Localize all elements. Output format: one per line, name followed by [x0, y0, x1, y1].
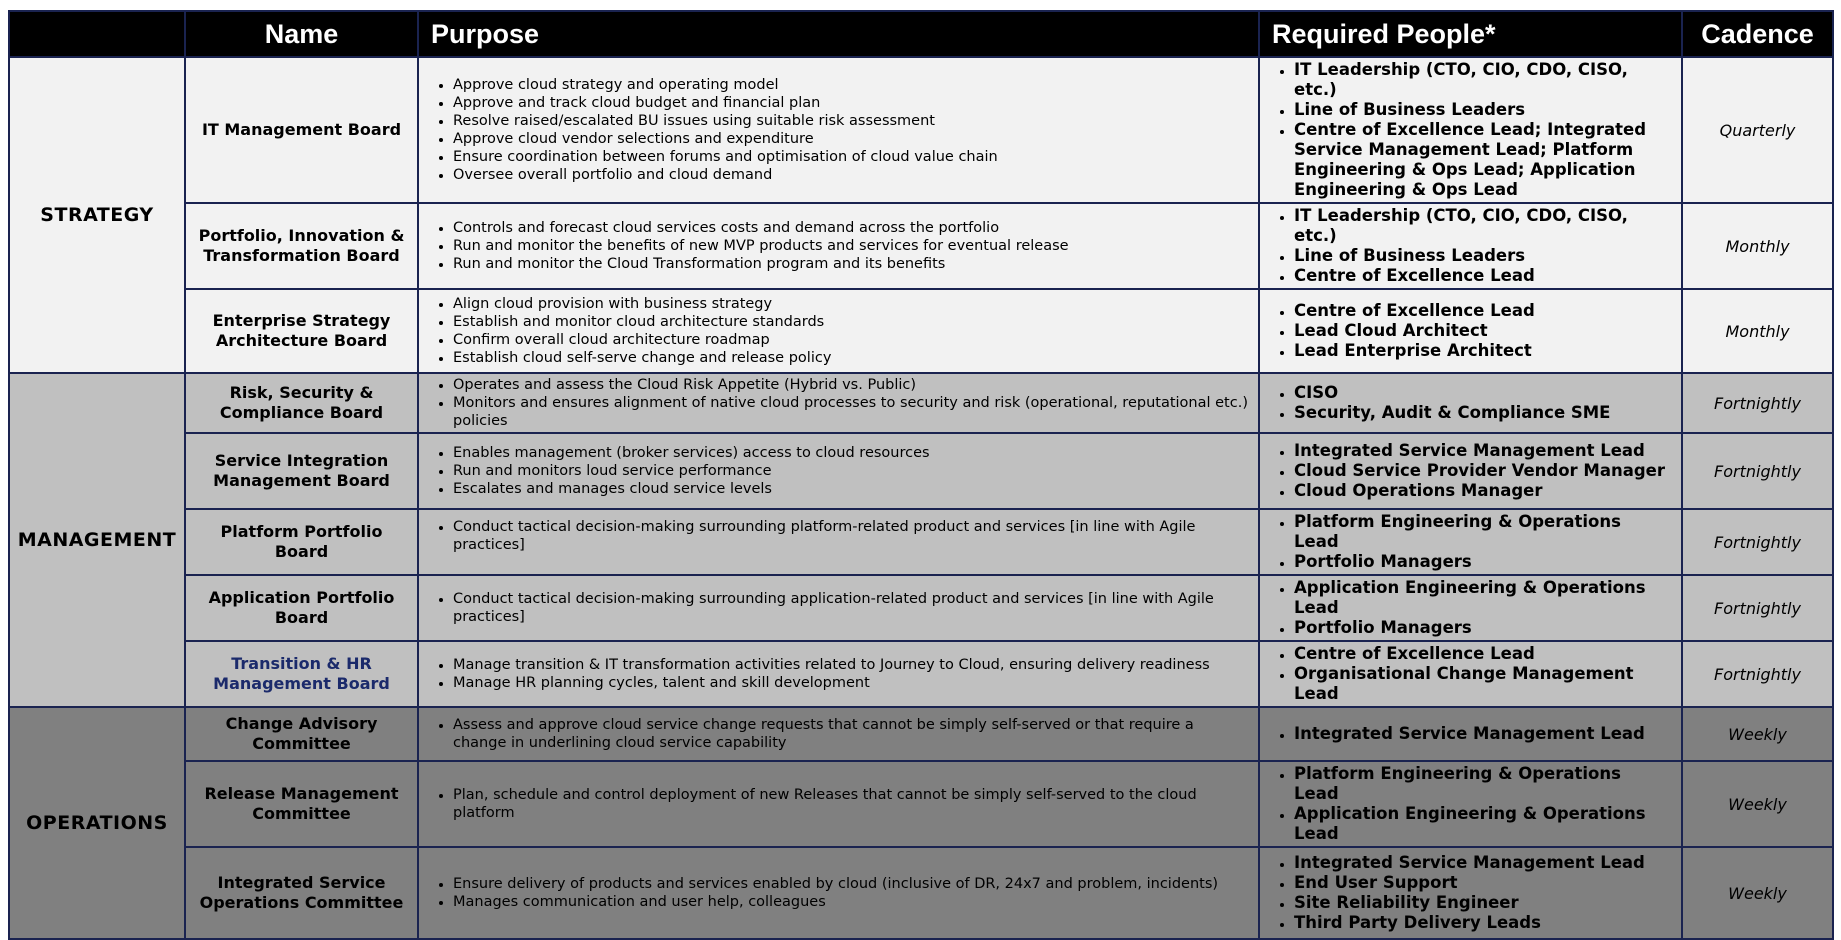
people-item: • Site Reliability Engineer [1294, 893, 1671, 913]
purpose-cell [418, 847, 1259, 939]
table-row [9, 575, 1833, 641]
purpose-item: • Establish cloud self-serve change and release policy [453, 349, 1248, 367]
cadence-cell: Fortnightly [1682, 641, 1833, 707]
header-purpose: Purpose [418, 11, 1259, 57]
people-list [1270, 383, 1671, 423]
purpose-cell [418, 509, 1259, 575]
cadence-cell: Weekly [1682, 847, 1833, 939]
purpose-item: • Approve and track cloud budget and financial plan [453, 94, 1248, 112]
people-item: • Cloud Operations Manager [1294, 481, 1671, 501]
people-cell [1259, 641, 1682, 707]
people-item: • Cloud Service Provider Vendor Manager [1294, 461, 1671, 481]
purpose-item: • Approve cloud strategy and operating model [453, 76, 1248, 94]
table-row [9, 847, 1833, 939]
board-name: Platform Portfolio Board [185, 509, 418, 575]
people-item: • Application Engineering & Operations Lead [1294, 804, 1671, 844]
people-item: • Centre of Excellence Lead; Integrated Service Management Lead; Platform Engineering & Ops Lead; Application Engineering & Ops Lead [1294, 120, 1671, 200]
purpose-cell [418, 289, 1259, 373]
people-cell [1259, 707, 1682, 761]
purpose-item: • Run and monitor the Cloud Transformation program and its benefits [453, 255, 1248, 273]
people-cell [1259, 433, 1682, 509]
cadence-cell: Fortnightly [1682, 509, 1833, 575]
board-name: Application Portfolio Board [185, 575, 418, 641]
purpose-item: • Run and monitor the benefits of new MVP products and services for eventual release [453, 237, 1248, 255]
header-name: Name [185, 11, 418, 57]
purpose-item: • Ensure delivery of products and services enabled by cloud (inclusive of DR, 24x7 and problem, incidents) [453, 875, 1248, 893]
people-list [1270, 578, 1671, 638]
purpose-list [429, 76, 1248, 184]
purpose-item: • Align cloud provision with business strategy [453, 295, 1248, 313]
purpose-cell [418, 203, 1259, 289]
cadence-cell: Monthly [1682, 203, 1833, 289]
people-list [1270, 644, 1671, 704]
purpose-item: • Confirm overall cloud architecture roadmap [453, 331, 1248, 349]
people-cell [1259, 761, 1682, 847]
people-item: • Centre of Excellence Lead [1294, 266, 1671, 286]
purpose-item: • Escalates and manages cloud service levels [453, 480, 1248, 498]
people-cell [1259, 57, 1682, 203]
cadence-cell: Fortnightly [1682, 433, 1833, 509]
purpose-list [429, 716, 1248, 752]
table-row [9, 641, 1833, 707]
purpose-list [429, 219, 1248, 273]
people-cell [1259, 575, 1682, 641]
cadence-cell: Weekly [1682, 761, 1833, 847]
group-label-operations: OPERATIONS [9, 707, 185, 939]
people-item: • Line of Business Leaders [1294, 100, 1671, 120]
table-row [9, 203, 1833, 289]
purpose-list [429, 786, 1248, 822]
people-item: • CISO [1294, 383, 1671, 403]
board-name: Integrated Service Operations Committee [185, 847, 418, 939]
people-item: • Platform Engineering & Operations Lead [1294, 764, 1671, 804]
board-name: Risk, Security & Compliance Board [185, 373, 418, 433]
header-required-people: Required People* [1259, 11, 1682, 57]
purpose-item: • Manage HR planning cycles, talent and skill development [453, 674, 1248, 692]
people-item: • IT Leadership (CTO, CIO, CDO, CISO, etc.) [1294, 206, 1671, 246]
purpose-cell [418, 575, 1259, 641]
purpose-item: • Conduct tactical decision-making surrounding application-related product and services [in line with Agile practices] [453, 590, 1248, 626]
cadence-cell: Weekly [1682, 707, 1833, 761]
table-row [9, 373, 1833, 433]
purpose-item: • Run and monitors loud service performance [453, 462, 1248, 480]
purpose-list [429, 518, 1248, 554]
header-cadence: Cadence [1682, 11, 1833, 57]
purpose-cell [418, 433, 1259, 509]
people-item: • Organisational Change Management Lead [1294, 664, 1671, 704]
purpose-item: • Operates and assess the Cloud Risk Appetite (Hybrid vs. Public) [453, 376, 1248, 394]
table-row [9, 433, 1833, 509]
board-name: IT Management Board [185, 57, 418, 203]
people-item: • Third Party Delivery Leads [1294, 913, 1671, 933]
people-item: • Portfolio Managers [1294, 618, 1671, 638]
people-cell [1259, 509, 1682, 575]
board-name: Service Integration Management Board [185, 433, 418, 509]
purpose-item: • Approve cloud vendor selections and expenditure [453, 130, 1248, 148]
purpose-cell [418, 761, 1259, 847]
purpose-item: • Oversee overall portfolio and cloud demand [453, 166, 1248, 184]
people-item: • Integrated Service Management Lead [1294, 441, 1671, 461]
people-item: • Line of Business Leaders [1294, 246, 1671, 266]
cadence-cell: Quarterly [1682, 57, 1833, 203]
people-list [1270, 206, 1671, 286]
cadence-cell: Fortnightly [1682, 575, 1833, 641]
cadence-cell: Monthly [1682, 289, 1833, 373]
people-item: • Portfolio Managers [1294, 552, 1671, 572]
header-group [9, 11, 185, 57]
board-name: Portfolio, Innovation & Transformation Board [185, 203, 418, 289]
purpose-item: • Manage transition & IT transformation activities related to Journey to Cloud, ensuring delivery readiness [453, 656, 1248, 674]
people-cell [1259, 289, 1682, 373]
board-name: Change Advisory Committee [185, 707, 418, 761]
purpose-list [429, 444, 1248, 498]
purpose-cell [418, 641, 1259, 707]
people-cell [1259, 373, 1682, 433]
table-row [9, 707, 1833, 761]
people-list [1270, 764, 1671, 844]
people-cell [1259, 203, 1682, 289]
header-row [9, 11, 1833, 57]
purpose-item: • Establish and monitor cloud architecture standards [453, 313, 1248, 331]
cadence-cell: Fortnightly [1682, 373, 1833, 433]
purpose-item: • Monitors and ensures alignment of native cloud processes to security and risk (operational, reputational etc.) policies [453, 394, 1248, 430]
board-name: Transition & HR Management Board [185, 641, 418, 707]
table-row [9, 57, 1833, 203]
purpose-cell [418, 373, 1259, 433]
people-list [1270, 60, 1671, 200]
people-item: • Lead Cloud Architect [1294, 321, 1671, 341]
people-item: • IT Leadership (CTO, CIO, CDO, CISO, etc.) [1294, 60, 1671, 100]
purpose-list [429, 376, 1248, 430]
purpose-item: • Resolve raised/escalated BU issues using suitable risk assessment [453, 112, 1248, 130]
governance-table [8, 10, 1834, 940]
people-list [1270, 853, 1671, 933]
people-item: • Integrated Service Management Lead [1294, 853, 1671, 873]
people-cell [1259, 847, 1682, 939]
people-list [1270, 301, 1671, 361]
people-list [1270, 441, 1671, 501]
people-list [1270, 724, 1671, 744]
group-label-management: MANAGEMENT [9, 373, 185, 707]
board-name: Enterprise Strategy Architecture Board [185, 289, 418, 373]
table-row [9, 289, 1833, 373]
purpose-list [429, 875, 1248, 911]
purpose-cell [418, 707, 1259, 761]
purpose-item: • Enables management (broker services) access to cloud resources [453, 444, 1248, 462]
people-item: • Centre of Excellence Lead [1294, 644, 1671, 664]
purpose-list [429, 656, 1248, 692]
group-label-strategy: STRATEGY [9, 57, 185, 373]
people-item: • Lead Enterprise Architect [1294, 341, 1671, 361]
purpose-item: • Plan, schedule and control deployment of new Releases that cannot be simply self-served to the cloud platform [453, 786, 1248, 822]
table-row [9, 761, 1833, 847]
purpose-item: • Conduct tactical decision-making surrounding platform-related product and services [in line with Agile practices] [453, 518, 1248, 554]
purpose-cell [418, 57, 1259, 203]
board-name: Release Management Committee [185, 761, 418, 847]
people-list [1270, 512, 1671, 572]
purpose-list [429, 590, 1248, 626]
purpose-list [429, 295, 1248, 367]
purpose-item: • Ensure coordination between forums and optimisation of cloud value chain [453, 148, 1248, 166]
governance-table-container [8, 10, 1832, 940]
table-row [9, 509, 1833, 575]
purpose-item: • Assess and approve cloud service change requests that cannot be simply self-served or that require a change in underlining cloud service capability [453, 716, 1248, 752]
people-item: • Application Engineering & Operations Lead [1294, 578, 1671, 618]
people-item: • End User Support [1294, 873, 1671, 893]
purpose-item: • Controls and forecast cloud services costs and demand across the portfolio [453, 219, 1248, 237]
people-item: • Centre of Excellence Lead [1294, 301, 1671, 321]
purpose-item: • Manages communication and user help, colleagues [453, 893, 1248, 911]
people-item: • Security, Audit & Compliance SME [1294, 403, 1671, 423]
people-item: • Platform Engineering & Operations Lead [1294, 512, 1671, 552]
people-item: • Integrated Service Management Lead [1294, 724, 1671, 744]
